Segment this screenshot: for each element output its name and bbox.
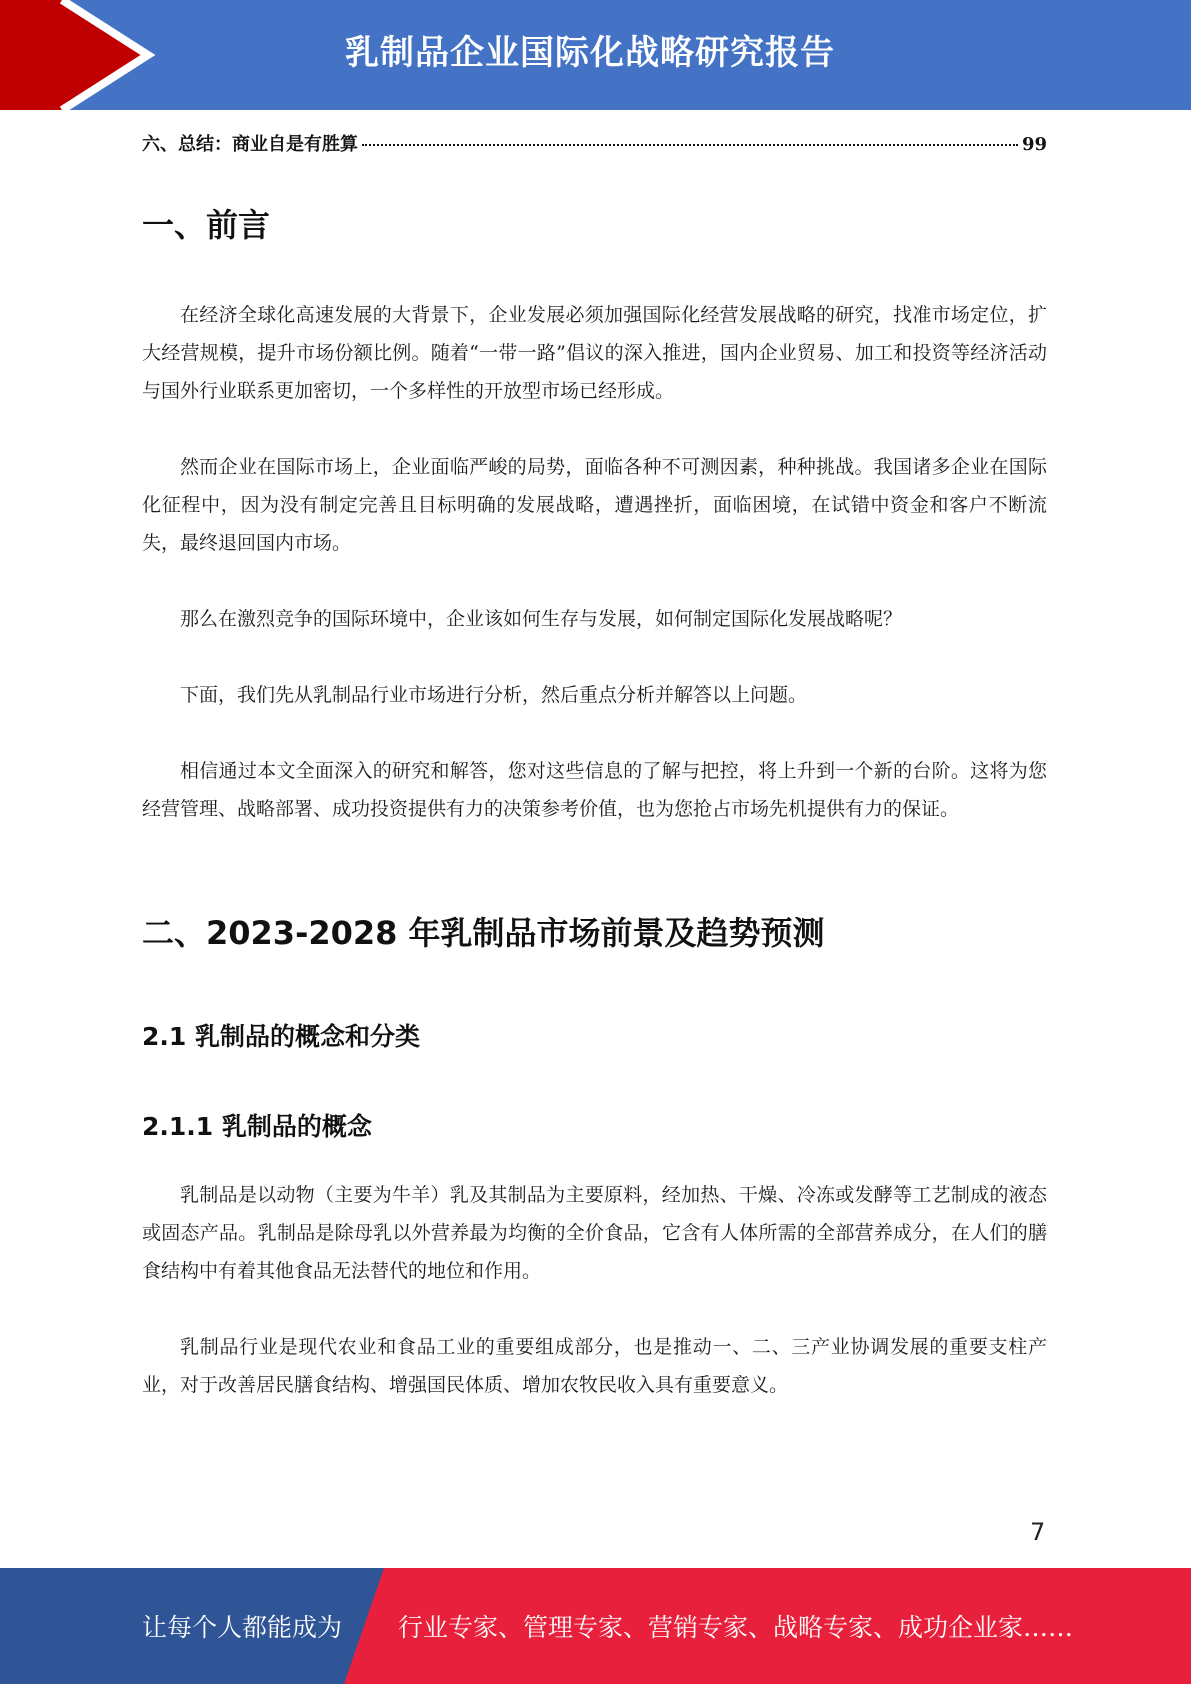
page-number: 7 [1030, 1518, 1046, 1546]
footer-slogan-left: 让每个人都能成为 [142, 1613, 343, 1642]
toc-leader-dots [362, 144, 1018, 146]
toc-entry[interactable] [142, 130, 1047, 156]
subsection-heading: 2.1 乳制品的概念和分类 [142, 1022, 420, 1051]
preface-paragraph: 那么在激烈竞争的国际环境中，企业该如何生存与发展，如何制定国际化发展战略呢？ [180, 608, 903, 630]
subsubsection-heading: 2.1.1 乳制品的概念 [142, 1112, 372, 1141]
page-header [0, 0, 1191, 110]
toc-entry-label: 六、总结：商业自是有胜算 [142, 134, 358, 155]
header-chevron-decoration [0, 0, 160, 110]
preface-paragraph: 然而企业在国际市场上，企业面临严峻的局势，面临各种不可测因素，种种挑战。我国诸多企业在国际化征程中，因为没有制定完善且目标明确的发展战略，遭遇挫折，面临困境，在试错中资金和客户不断流失，最终退回国内市场。 [142, 456, 1047, 554]
preface-paragraph: 相信通过本文全面深入的研究和解答，您对这些信息的了解与把控，将上升到一个新的台阶。这将为您经营管理、战略部署、成功投资提供有力的决策参考价值，也为您抢占市场先机提供有力的保证。 [142, 760, 1047, 820]
footer-slogan-right: 行业专家、管理专家、营销专家、战略专家、成功企业家…… [398, 1613, 1074, 1642]
forecast-paragraph: 乳制品是以动物（主要为牛羊）乳及其制品为主要原料，经加热、干燥、冷冻或发酵等工艺制成的液态或固态产品。乳制品是除母乳以外营养最为均衡的全价食品，它含有人体所需的全部营养成分，在人们的膳食结构中有着其他食品无法替代的地位和作用。 [142, 1184, 1047, 1282]
toc-entry-page: 99 [1021, 134, 1047, 155]
forecast-paragraph: 乳制品行业是现代农业和食品工业的重要组成部分，也是推动一、二、三产业协调发展的重要支柱产业，对于改善居民膳食结构、增强国民体质、增加农牧民收入具有重要意义。 [142, 1336, 1047, 1396]
section-heading-preface: 一、前言 [142, 206, 271, 244]
page-footer [0, 1568, 1191, 1684]
preface-paragraph: 下面，我们先从乳制品行业市场进行分析，然后重点分析并解答以上问题。 [180, 684, 808, 706]
report-title: 乳制品企业国际化战略研究报告 [345, 33, 835, 73]
preface-paragraph: 在经济全球化高速发展的大背景下，企业发展必须加强国际化经营发展战略的研究，找准市场定位，扩大经营规模，提升市场份额比例。随着“一带一路”倡议的深入推进，国内企业贸易、加工和投资等经济活动与国外行业联系更加密切，一个多样性的开放型市场已经形成。 [142, 304, 1047, 402]
section-heading-forecast: 二、2023-2028 年乳制品市场前景及趋势预测 [142, 914, 825, 952]
